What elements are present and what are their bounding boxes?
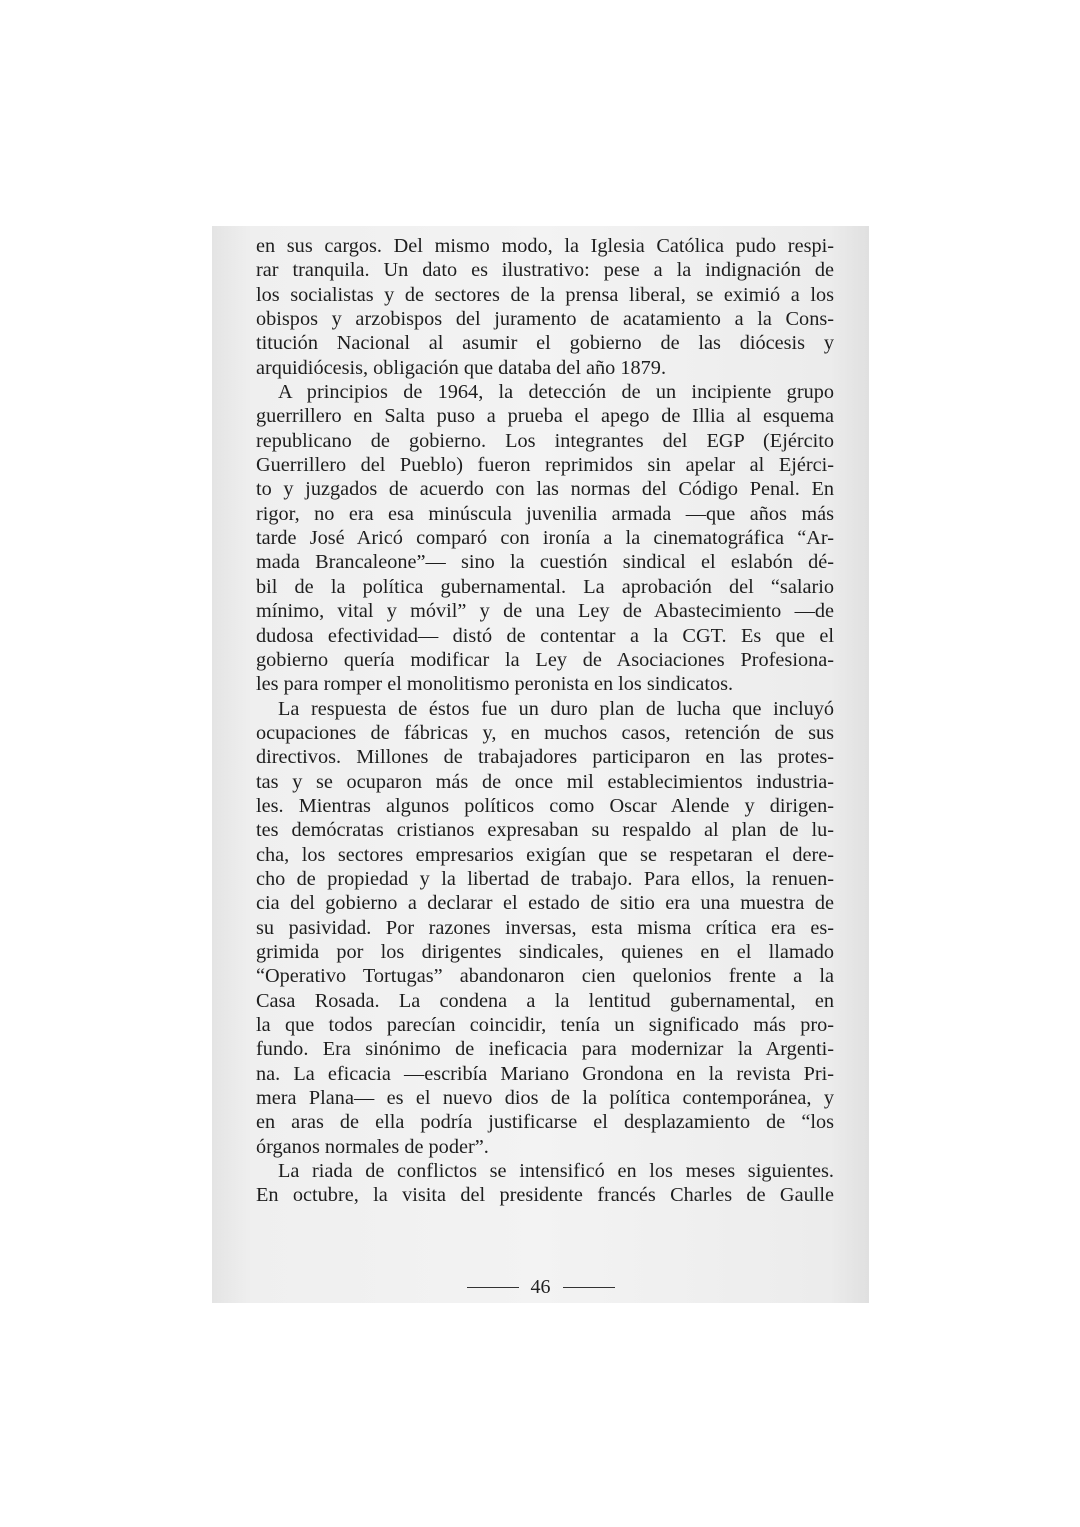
text-line: En octubre, la visita del presidente francés Charles de Gaulle <box>256 1184 834 1207</box>
text-line: ocupaciones de fábricas y, en muchos casos, retención de sus <box>256 721 834 744</box>
text-line: to y juzgados de acuerdo con las normas del Código Penal. En <box>256 478 834 501</box>
page-footer <box>212 1276 869 1299</box>
text-line: dudosa efectividad— distó de contentar a la CGT. Es que el <box>256 624 834 647</box>
text-line: directivos. Millones de trabajadores participaron en las protes- <box>256 746 834 769</box>
page-number: 46 <box>530 1276 551 1298</box>
text-line: en sus cargos. Del mismo modo, la Iglesia Católica pudo respi- <box>256 235 834 257</box>
text-line: guerrillero en Salta puso a prueba el apego de Illia al esquema <box>256 405 834 428</box>
text-line: mera Plana— es el nuevo dios de la política contemporánea, y <box>256 1087 834 1110</box>
text-line: les. Mientras algunos políticos como Oscar Alende y dirigen- <box>256 794 834 817</box>
text-line: mínimo, vital y móvil” y de una Ley de Abastecimiento —de <box>256 600 834 623</box>
text-line: su pasividad. Por razones inversas, esta misma crítica era es- <box>256 916 834 939</box>
text-line: rigor, no era esa minúscula juvenilia armada —que años más <box>256 502 834 525</box>
text-line: grimida por los dirigentes sindicales, quienes en el llamado <box>256 940 834 963</box>
footer-rule-right <box>563 1287 615 1288</box>
text-line: tas y se ocuparon más de once mil establecimientos industria- <box>256 770 834 793</box>
text-line: cia del gobierno a declarar el estado de sitio era una muestra de <box>256 892 834 915</box>
body-text <box>256 234 834 1208</box>
footer-rule-left <box>467 1287 519 1288</box>
text-line: Casa Rosada. La condena a la lentitud gubernamental, en <box>256 989 834 1012</box>
text-line: obispos y arzobispos del juramento de acatamiento a la Cons- <box>256 308 834 331</box>
text-line: mada Brancaleone”— sino la cuestión sindical el eslabón dé- <box>256 551 834 574</box>
text-line: gobierno quería modificar la Ley de Asociaciones Profesiona- <box>256 648 834 671</box>
text-line: cho de propiedad y la libertad de trabajo. Para ellos, la renuen- <box>256 867 834 890</box>
text-line: Guerrillero del Pueblo) fueron reprimidos sin apelar al Ejérci- <box>256 454 834 477</box>
text-line: rar tranquila. Un dato es ilustrativo: pese a la indignación de <box>256 259 834 282</box>
text-line: La respuesta de éstos fue un duro plan de lucha que incluyó <box>278 697 834 720</box>
text-line: tes demócratas cristianos expresaban su respaldo al plan de lu- <box>256 819 834 842</box>
text-line: los socialistas y de sectores de la prensa liberal, se eximió a los <box>256 283 834 306</box>
text-line: fundo. Era sinónimo de ineficacia para modernizar la Argenti- <box>256 1038 834 1061</box>
text-line: cha, los sectores empresarios exigían que se respetaran el dere- <box>256 843 834 866</box>
text-line: titución Nacional al asumir el gobierno de las diócesis y <box>256 332 834 355</box>
text-line: na. La eficacia —escribía Mariano Grondona en la revista Pri- <box>256 1062 834 1085</box>
text-line: “Operativo Tortugas” abandonaron cien quelonios frente a la <box>256 965 834 988</box>
scanned-page <box>212 226 869 1303</box>
text-line: La riada de conflictos se intensificó en los meses siguientes. <box>278 1160 834 1183</box>
text-line: la que todos parecían coincidir, tenía un significado más pro- <box>256 1014 834 1036</box>
text-line: arquidiócesis, obligación que databa del año 1879. <box>256 356 667 379</box>
text-line: en aras de ella podría justificarse el desplazamiento de “los <box>256 1111 834 1134</box>
text-line: bil de la política gubernamental. La aprobación del “salario <box>256 575 834 598</box>
text-line: tarde José Aricó comparó con ironía a la cinematográfica “Ar- <box>256 527 834 550</box>
text-line: A principios de 1964, la detección de un incipiente grupo <box>278 381 834 404</box>
text-line: les para romper el monolitismo peronista en los sindicatos. <box>256 673 734 696</box>
text-line: órganos normales de poder”. <box>256 1135 489 1158</box>
text-line: republicano de gobierno. Los integrantes del EGP (Ejército <box>256 429 834 452</box>
